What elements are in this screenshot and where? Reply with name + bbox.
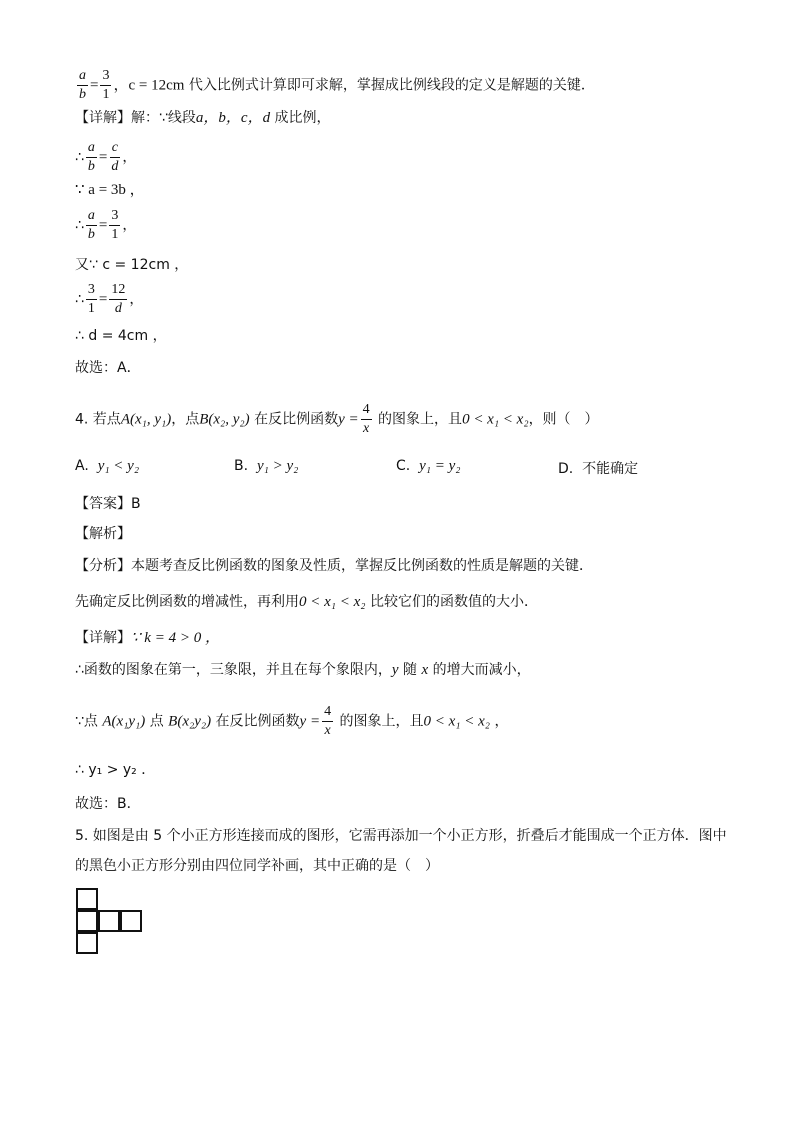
detail-tag: 【详解】 [75, 110, 131, 126]
option-d: D. 不能确定 [558, 461, 639, 477]
analysis-tag: 【解析】 [75, 526, 131, 542]
quadrant-line: ∴函数的图象在第一，三象限，并且在每个象限内，y 随 x 的增大而减小， [75, 662, 531, 678]
answer-tag: 【答案】 [75, 496, 131, 512]
net-square-middle-left [76, 910, 98, 932]
detail-line-2: 【详解】∵ k = 4 > 0 ， [75, 630, 220, 646]
line-3: ∴ $\frac{a}{b}$ = $\frac{c}{d}$ ， [75, 140, 137, 174]
fraction-3-1: $\frac{3}{1}$ [102, 68, 110, 102]
net-square-bottom [76, 932, 98, 954]
answer-line [75, 494, 141, 514]
question-5-line-2: 的黑色小正方形分别由四位同学补画，其中正确的是（ ） [75, 858, 439, 874]
method-line: 先确定反比例函数的增减性，再利用0 < x₁ < x₂ 比较它们的函数值的大小． [75, 594, 538, 610]
net-square-top [76, 888, 98, 910]
line-9: 故选：A． [75, 360, 141, 376]
line-7: ∴ $\frac{3}{1}$ = $\frac{12}{d}$ ， [75, 282, 144, 316]
question-4: 4. 若点A(x₁, y₁)，点B(x₂, y₂) 在反比例函数y = $\frac{4}{x}$ 的图象上，且0 < x₁ < x₂，则（ ） [75, 402, 599, 436]
net-square-middle-center [98, 910, 120, 932]
choose-b-line: 故选：B． [75, 796, 141, 812]
option-a: A. y₁ < y₂ [75, 458, 140, 474]
net-square-middle-right [120, 910, 142, 932]
question-5-line-1: 5. 如图是由 5 个小正方形连接而成的图形，它需再添加一个小正方形，折叠后才能围成一个正方体．图中 [75, 828, 727, 844]
fenxi-line: 【分析】本题考查反比例函数的图象及性质，掌握反比例函数的性质是解题的关键． [75, 558, 593, 574]
line-1: $\frac{a}{b}$ = $\frac{3}{1}$ ，c = 12cm 代入比例式计算即可求解，掌握成比例线段的定义是解题的关键． [79, 68, 595, 102]
line-6: 又∵ c = 12cm ， [75, 257, 189, 273]
line-4: ∵ a = 3b ， [75, 182, 145, 198]
line-5: ∴ $\frac{a}{b}$ = $\frac{3}{1}$ ， [75, 208, 137, 242]
fraction-a-b: $\frac{a}{b}$ [79, 68, 86, 102]
line-8: ∴ d = 4cm ， [75, 328, 167, 344]
option-b: B. y₁ > y₂ [234, 458, 299, 474]
detail-line: 【详解】解：∵线段a，b，c，d 成比例， [75, 110, 331, 126]
option-c: C. y₁ = y₂ [396, 458, 461, 474]
points-line: ∵点 A(x₁y₁) 点 B(x₂y₂) 在反比例函数y = $\frac{4}{x}$ 的图象上，且0 < x₁ < x₂ ， [75, 704, 509, 738]
answer-value: B [131, 496, 141, 512]
conclusion-line: ∴ y₁ > y₂ ． [75, 762, 156, 778]
cube-net-figure [76, 888, 148, 960]
